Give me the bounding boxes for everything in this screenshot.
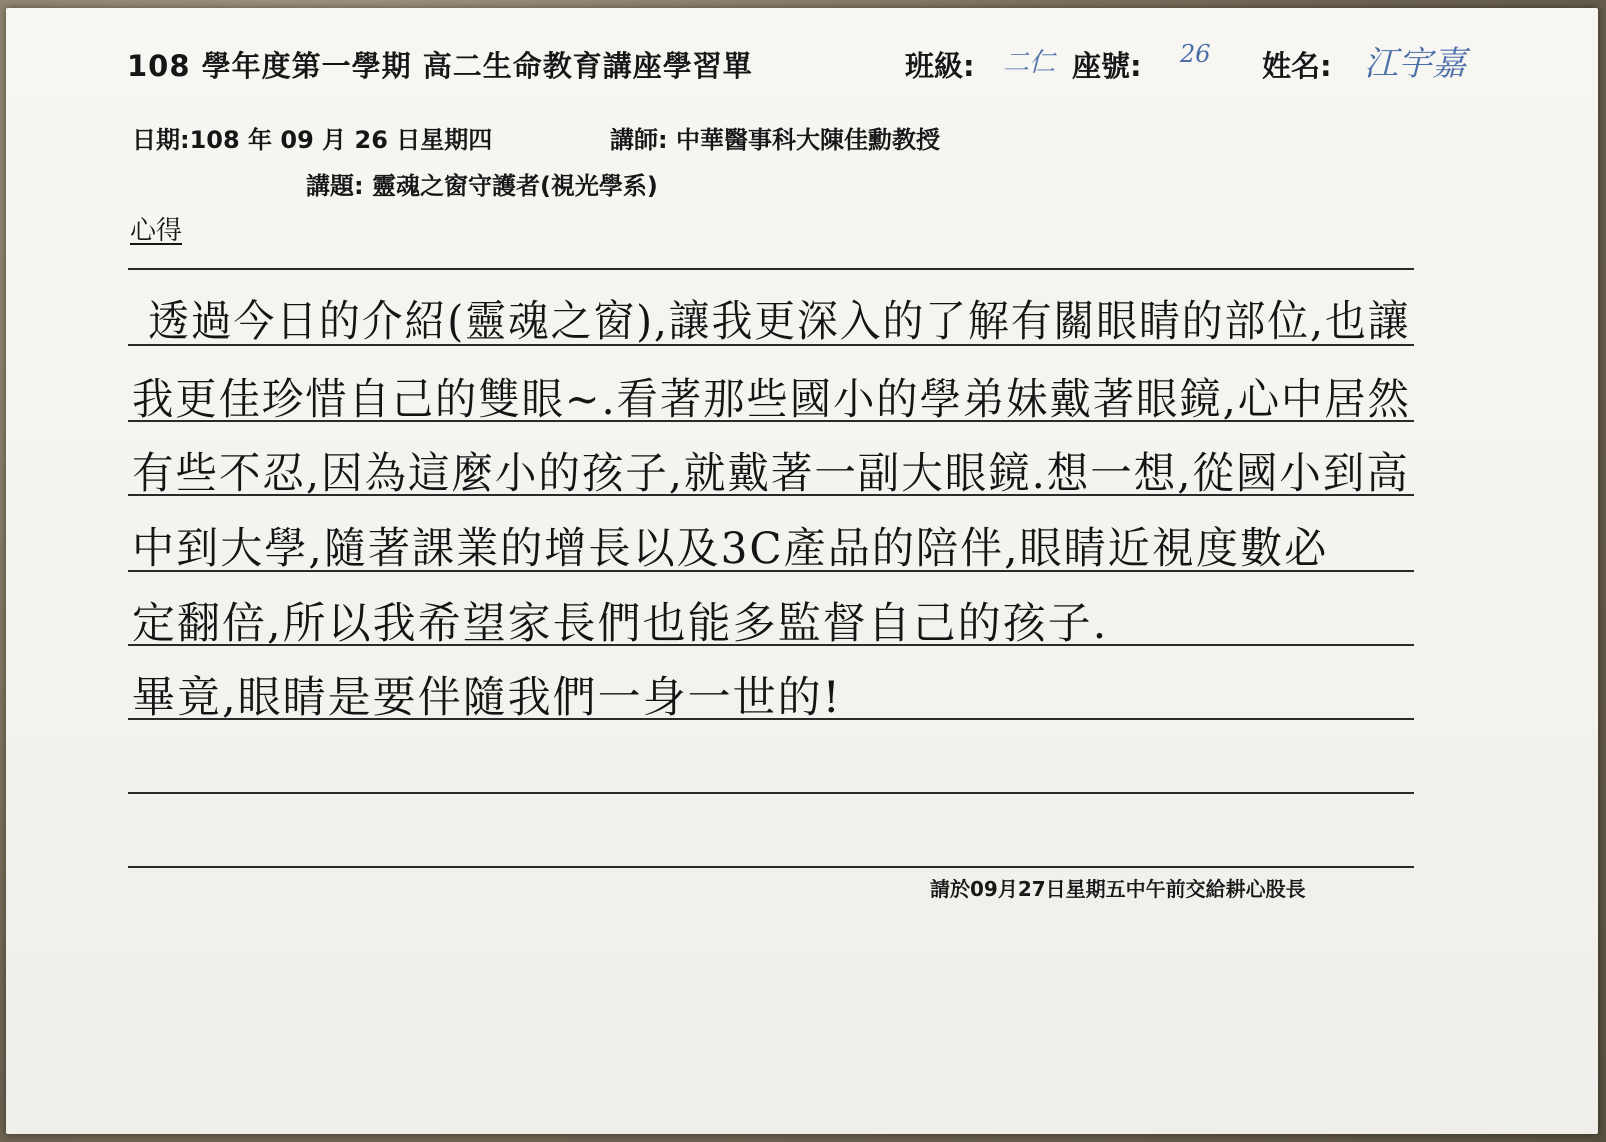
- lecturer: 講師: 中華醫事科大陳佳勳教授: [610, 126, 940, 154]
- ruled-line: [128, 866, 1414, 868]
- ruled-line: [128, 268, 1414, 270]
- worksheet-title: 108 學年度第一學期 高二生命教育講座學習單: [127, 49, 753, 83]
- lecture-topic: 講題: 靈魂之窗守護者(視光學系): [306, 172, 658, 200]
- reflection-line: 畢竟,眼睛是要伴隨我們一身一世的!: [132, 673, 842, 723]
- reflection-line: 有些不忍,因為這麼小的孩子,就戴著一副大眼鏡.想一想,從國小到高: [132, 449, 1410, 499]
- ruled-line: [128, 792, 1414, 794]
- class-label: 班級:: [905, 49, 975, 83]
- reflection-line: 透過今日的介紹(靈魂之窗),讓我更深入的了解有關眼睛的部位,也讓: [148, 297, 1411, 347]
- class-value: 二仁: [1003, 48, 1056, 78]
- seat-label: 座號:: [1072, 49, 1142, 83]
- reflection-line: 中到大學,隨著課業的增長以及3C產品的陪伴,眼睛近視度數必: [132, 524, 1329, 574]
- reflection-line: 我更佳珍惜自己的雙眼~.看著那些國小的學弟妹戴著眼鏡,心中居然: [132, 375, 1411, 425]
- lecture-date: 日期:108 年 09 月 26 日星期四: [132, 126, 493, 154]
- name-value: 江宇嘉: [1364, 44, 1466, 84]
- name-label: 姓名:: [1262, 49, 1332, 83]
- seat-value: 26: [1180, 40, 1211, 68]
- reflection-label: 心得: [130, 216, 183, 246]
- reflection-line: 定翻倍,所以我希望家長們也能多監督自己的孩子.: [132, 599, 1109, 649]
- submission-note: 請於09月27日星期五中午前交給耕心股長: [930, 877, 1306, 901]
